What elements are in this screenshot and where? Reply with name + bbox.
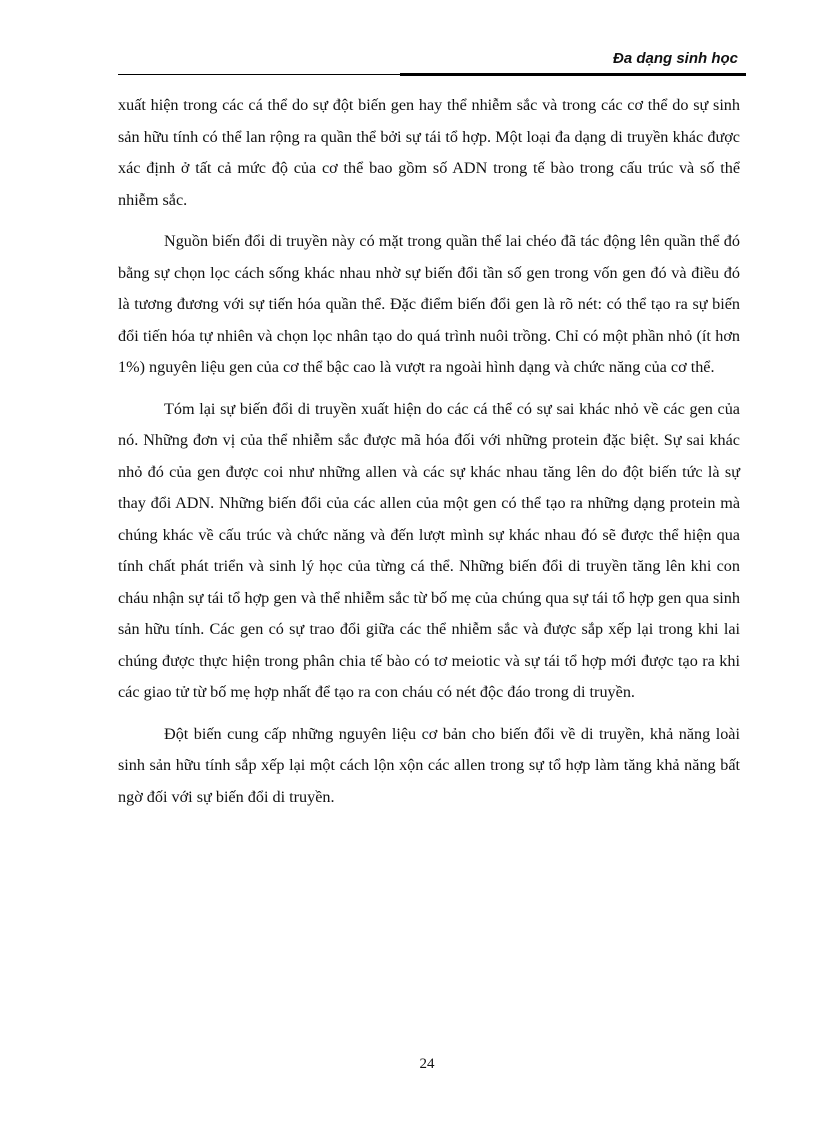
paragraph-4: Đột biến cung cấp những nguyên liệu cơ bản cho biến đổi về di truyền, khả năng loài sinh sản hữu tính sắp xếp lại một cách lộn xộn các allen trong sự tổ hợp làm tăng khả năng bất ngờ đối với sự biến đổi di truyền. [118, 724, 740, 806]
header-title: Đa dạng sinh học [612, 50, 738, 67]
paragraph-1: xuất hiện trong các cá thể do sự đột biến gen hay thể nhiễm sắc và trong các cơ thể do sự sinh sản hữu tính có thể lan rộng ra quần thể bởi sự tái tổ hợp. Một loại đa dạng di truyền khác được xác định ở tất cả mức độ của cơ thể bao gồm số ADN trong tế bào trong cấu trúc và số thể nhiễm sắc. [118, 96, 740, 209]
page-number: 24 [419, 1056, 435, 1072]
header-rule-thin [118, 74, 400, 75]
header-rule-thick [400, 73, 746, 76]
paragraph-3: Tóm lại sự biến đổi di truyền xuất hiện do các cá thể có sự sai khác nhỏ về các gen của nó. Những đơn vị của thể nhiễm sắc được mã hóa đối với những protein đặc biệt. Sự sai khác nhỏ đó của gen được coi như những allen và các sự khác nhau tăng lên do đột biến tức là sự thay đổi ADN. Những biến đổi của các allen của một gen có thể tạo ra những dạng protein mà chúng khác về cấu trúc và chức năng và đến lượt mình sự khác nhau đó sẽ được thể hiện qua tính chất phát triển và sinh lý học của từng cá thể. Những biến đổi di truyền tăng lên khi con cháu nhận sự tái tổ hợp gen và thể nhiễm sắc từ bố mẹ của chúng qua sự tái tổ hợp gen qua sinh sản hữu tính. Các gen có sự trao đổi giữa các thể nhiễm sắc và được sắp xếp lại trong khi lai chúng được thực hiện trong phân chia tế bào có tơ meiotic và sự tái tổ hợp mới được tạo ra khi các giao tử từ bố mẹ hợp nhất để tạo ra con cháu có nét độc đáo trong di truyền. [118, 399, 740, 701]
document-body [118, 90, 740, 823]
paragraph-2: Nguồn biến đổi di truyền này có mặt trong quần thể lai chéo đã tác động lên quần thể đó bằng sự chọn lọc cách sống khác nhau nhờ sự biến đổi tần số gen trong vốn gen đó và điều đó là tương đương với sự tiến hóa quần thể. Đặc điểm biến đổi gen là rõ nét: có thể tạo ra sự biến đổi tiến hóa tự nhiên và chọn lọc nhân tạo do quá trình nuôi trồng. Chỉ có một phần nhỏ (ít hơn 1%) nguyên liệu gen của cơ thể bậc cao là vượt ra ngoài hình dạng và chức năng của cơ thể. [118, 232, 740, 376]
